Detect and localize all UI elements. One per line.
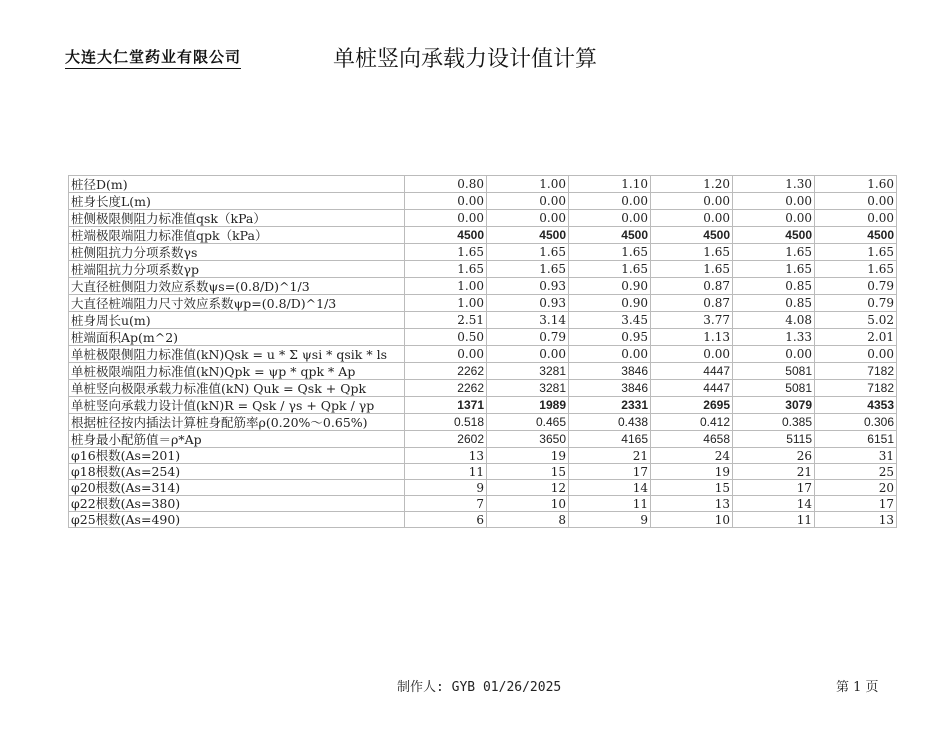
- value-cell: 1.60: [815, 176, 897, 193]
- value-cell: 6: [405, 512, 487, 528]
- value-cell: 0.518: [405, 414, 487, 431]
- value-cell: 4500: [651, 227, 733, 244]
- value-cell: 4165: [569, 431, 651, 448]
- value-cell: 0.00: [487, 210, 569, 227]
- row-label: 桩侧阻抗力分项系数γs: [69, 244, 405, 261]
- value-cell: 2.01: [815, 329, 897, 346]
- value-cell: 0.50: [405, 329, 487, 346]
- row-label: 桩端阻抗力分项系数γp: [69, 261, 405, 278]
- value-cell: 0.79: [815, 278, 897, 295]
- row-label: 根据桩径按内插法计算桩身配筋率ρ(0.20%～0.65%): [69, 414, 405, 431]
- value-cell: 6151: [815, 431, 897, 448]
- row-label: 单桩极限侧阻力标准值(kN)Qsk = u * Σ ψsi * qsik * ls: [69, 346, 405, 363]
- calculation-table: [68, 175, 897, 528]
- table-row: [69, 397, 897, 414]
- value-cell: 11: [733, 512, 815, 528]
- value-cell: 0.00: [405, 193, 487, 210]
- table-row: [69, 227, 897, 244]
- value-cell: 1.30: [733, 176, 815, 193]
- value-cell: 0.00: [487, 346, 569, 363]
- table-row: [69, 176, 897, 193]
- value-cell: 10: [651, 512, 733, 528]
- value-cell: 4.08: [733, 312, 815, 329]
- table-row: [69, 380, 897, 397]
- value-cell: 1.65: [487, 261, 569, 278]
- value-cell: 3846: [569, 380, 651, 397]
- value-cell: 3.14: [487, 312, 569, 329]
- value-cell: 3281: [487, 380, 569, 397]
- table-row: [69, 414, 897, 431]
- table-row: [69, 480, 897, 496]
- value-cell: 0.00: [815, 193, 897, 210]
- value-cell: 1.00: [405, 278, 487, 295]
- table-row: [69, 464, 897, 480]
- value-cell: 17: [733, 480, 815, 496]
- value-cell: 20: [815, 480, 897, 496]
- value-cell: 1.65: [733, 261, 815, 278]
- value-cell: 0.00: [651, 346, 733, 363]
- value-cell: 31: [815, 448, 897, 464]
- row-label: 桩侧极限侧阻力标准值qsk（kPa）: [69, 210, 405, 227]
- value-cell: 14: [569, 480, 651, 496]
- value-cell: 0.93: [487, 295, 569, 312]
- table-row: [69, 363, 897, 380]
- value-cell: 11: [405, 464, 487, 480]
- calculation-table-body: [69, 176, 897, 528]
- row-label: 单桩极限端阻力标准值(kN)Qpk = ψp * qpk * Ap: [69, 363, 405, 380]
- value-cell: 0.80: [405, 176, 487, 193]
- row-label: 大直径桩端阻力尺寸效应系数ψp=(0.8/D)^1/3: [69, 295, 405, 312]
- value-cell: 2602: [405, 431, 487, 448]
- value-cell: 0.00: [651, 193, 733, 210]
- value-cell: 15: [651, 480, 733, 496]
- value-cell: 0.79: [487, 329, 569, 346]
- value-cell: 1.65: [569, 261, 651, 278]
- value-cell: 7: [405, 496, 487, 512]
- value-cell: 5081: [733, 380, 815, 397]
- value-cell: 1.13: [651, 329, 733, 346]
- value-cell: 0.87: [651, 295, 733, 312]
- value-cell: 4658: [651, 431, 733, 448]
- value-cell: 0.412: [651, 414, 733, 431]
- row-label: 桩身长度L(m): [69, 193, 405, 210]
- value-cell: 11: [569, 496, 651, 512]
- value-cell: 2695: [651, 397, 733, 414]
- value-cell: 13: [815, 512, 897, 528]
- value-cell: 12: [487, 480, 569, 496]
- table-row: [69, 244, 897, 261]
- value-cell: 3281: [487, 363, 569, 380]
- value-cell: 5115: [733, 431, 815, 448]
- value-cell: 4500: [569, 227, 651, 244]
- value-cell: 1.33: [733, 329, 815, 346]
- value-cell: 0.00: [651, 210, 733, 227]
- value-cell: 4500: [815, 227, 897, 244]
- value-cell: 3846: [569, 363, 651, 380]
- table-row: [69, 210, 897, 227]
- value-cell: 0.00: [733, 193, 815, 210]
- table-row: [69, 295, 897, 312]
- value-cell: 4353: [815, 397, 897, 414]
- table-row: [69, 431, 897, 448]
- value-cell: 9: [569, 512, 651, 528]
- table-row: [69, 278, 897, 295]
- table-row: [69, 312, 897, 329]
- value-cell: 4500: [733, 227, 815, 244]
- value-cell: 2.51: [405, 312, 487, 329]
- value-cell: 21: [569, 448, 651, 464]
- value-cell: 4447: [651, 363, 733, 380]
- value-cell: 0.87: [651, 278, 733, 295]
- value-cell: 17: [569, 464, 651, 480]
- company-name: 大连大仁堂药业有限公司: [65, 46, 241, 69]
- value-cell: 14: [733, 496, 815, 512]
- row-label: 大直径桩侧阻力效应系数ψs=(0.8/D)^1/3: [69, 278, 405, 295]
- value-cell: 3.77: [651, 312, 733, 329]
- row-label: 桩身周长u(m): [69, 312, 405, 329]
- value-cell: 0.465: [487, 414, 569, 431]
- value-cell: 15: [487, 464, 569, 480]
- value-cell: 1.00: [487, 176, 569, 193]
- row-label: 桩端面积Ap(m^2): [69, 329, 405, 346]
- value-cell: 5081: [733, 363, 815, 380]
- value-cell: 5.02: [815, 312, 897, 329]
- value-cell: 24: [651, 448, 733, 464]
- value-cell: 0.00: [733, 346, 815, 363]
- row-label: 桩身最小配筋值＝ρ*Ap: [69, 431, 405, 448]
- value-cell: 0.90: [569, 295, 651, 312]
- value-cell: 0.385: [733, 414, 815, 431]
- table-row: [69, 329, 897, 346]
- value-cell: 17: [815, 496, 897, 512]
- value-cell: 3650: [487, 431, 569, 448]
- value-cell: 4447: [651, 380, 733, 397]
- value-cell: 3079: [733, 397, 815, 414]
- value-cell: 13: [405, 448, 487, 464]
- row-label: 单桩竖向承载力设计值(kN)R = Qsk / γs + Qpk / γp: [69, 397, 405, 414]
- value-cell: 0.00: [733, 210, 815, 227]
- value-cell: 1.10: [569, 176, 651, 193]
- value-cell: 0.85: [733, 278, 815, 295]
- table-row: [69, 448, 897, 464]
- value-cell: 1371: [405, 397, 487, 414]
- value-cell: 9: [405, 480, 487, 496]
- value-cell: 0.85: [733, 295, 815, 312]
- value-cell: 19: [487, 448, 569, 464]
- value-cell: 1989: [487, 397, 569, 414]
- table-row: [69, 261, 897, 278]
- footer-maker: 制作人: GYB 01/26/2025: [397, 680, 562, 695]
- value-cell: 0.79: [815, 295, 897, 312]
- value-cell: 0.00: [569, 210, 651, 227]
- row-label: 单桩竖向极限承载力标准值(kN) Quk = Qsk + Qpk: [69, 380, 405, 397]
- value-cell: 7182: [815, 380, 897, 397]
- value-cell: 0.00: [569, 346, 651, 363]
- page-number: 第 1 页: [836, 680, 879, 695]
- value-cell: 2262: [405, 363, 487, 380]
- value-cell: 1.65: [651, 244, 733, 261]
- value-cell: 1.00: [405, 295, 487, 312]
- row-label: 桩端极限端阻力标准值qpk（kPa）: [69, 227, 405, 244]
- value-cell: 1.65: [815, 244, 897, 261]
- value-cell: 7182: [815, 363, 897, 380]
- value-cell: 1.65: [569, 244, 651, 261]
- value-cell: 0.90: [569, 278, 651, 295]
- table-row: [69, 512, 897, 528]
- value-cell: 25: [815, 464, 897, 480]
- value-cell: 2262: [405, 380, 487, 397]
- row-label: φ22根数(As=380): [69, 496, 405, 512]
- row-label: φ16根数(As=201): [69, 448, 405, 464]
- value-cell: 19: [651, 464, 733, 480]
- table-row: [69, 193, 897, 210]
- value-cell: 0.93: [487, 278, 569, 295]
- value-cell: 8: [487, 512, 569, 528]
- value-cell: 0.306: [815, 414, 897, 431]
- table-row: [69, 346, 897, 363]
- value-cell: 0.00: [815, 210, 897, 227]
- row-label: φ18根数(As=254): [69, 464, 405, 480]
- value-cell: 1.65: [405, 244, 487, 261]
- value-cell: 1.65: [651, 261, 733, 278]
- value-cell: 0.00: [569, 193, 651, 210]
- row-label: 桩径D(m): [69, 176, 405, 193]
- value-cell: 1.20: [651, 176, 733, 193]
- value-cell: 4500: [405, 227, 487, 244]
- value-cell: 1.65: [733, 244, 815, 261]
- value-cell: 0.00: [405, 346, 487, 363]
- value-cell: 0.95: [569, 329, 651, 346]
- value-cell: 26: [733, 448, 815, 464]
- document-title: 单桩竖向承载力设计值计算: [333, 47, 598, 72]
- value-cell: 0.00: [405, 210, 487, 227]
- value-cell: 1.65: [405, 261, 487, 278]
- value-cell: 0.00: [815, 346, 897, 363]
- table-row: [69, 496, 897, 512]
- value-cell: 2331: [569, 397, 651, 414]
- value-cell: 1.65: [815, 261, 897, 278]
- value-cell: 3.45: [569, 312, 651, 329]
- value-cell: 0.438: [569, 414, 651, 431]
- value-cell: 4500: [487, 227, 569, 244]
- value-cell: 13: [651, 496, 733, 512]
- value-cell: 0.00: [487, 193, 569, 210]
- row-label: φ20根数(As=314): [69, 480, 405, 496]
- value-cell: 1.65: [487, 244, 569, 261]
- value-cell: 21: [733, 464, 815, 480]
- value-cell: 10: [487, 496, 569, 512]
- row-label: φ25根数(As=490): [69, 512, 405, 528]
